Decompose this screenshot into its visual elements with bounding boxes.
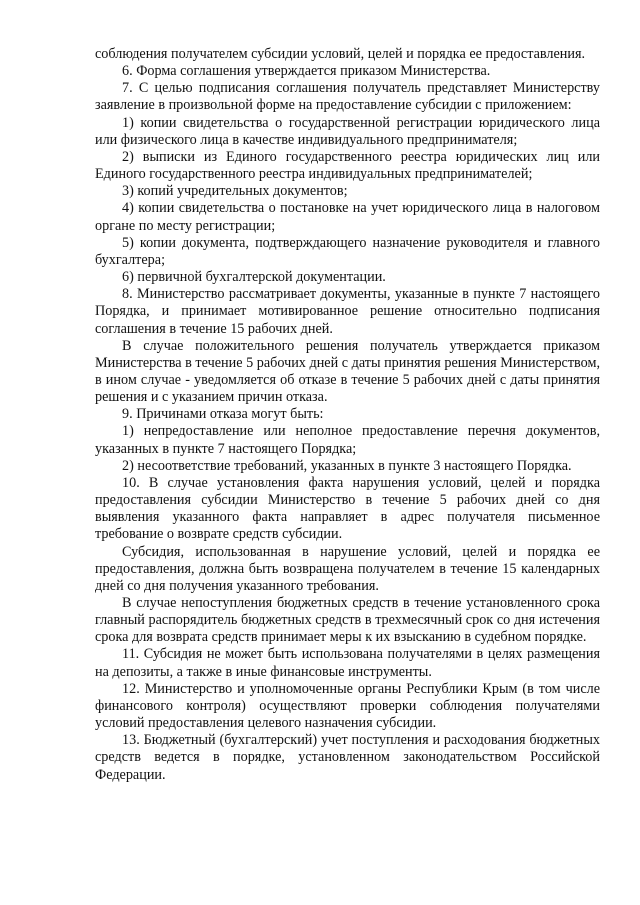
paragraph-7-item-1: 1) копии свидетельства о государственной регистрации юридического лица или физического лица в качестве индивидуального предпринимателя;: [95, 114, 600, 148]
paragraph-7-item-4: 4) копии свидетельства о постановке на учет юридического лица в налоговом органе по месту регистрации;: [95, 200, 600, 234]
paragraph-7: 7. С целью подписания соглашения получатель представляет Министерству заявление в произвольной форме на предоставление субсидии с приложением:: [95, 80, 600, 114]
paragraph-12: 12. Министерство и уполномоченные органы Республики Крым (в том числе финансового контроля) осуществляют проверки соблюдения получателями условий предоставления целевого назначения субсидии.: [95, 680, 600, 732]
paragraph-9-item-1: 1) непредоставление или неполное предоставление перечня документов, указанных в пункте 7 настоящего Порядка;: [95, 423, 600, 457]
paragraph-9: 9. Причинами отказа могут быть:: [122, 406, 324, 423]
paragraph-7-item-5: 5) копии документа, подтверждающего назначение руководителя и главного бухгалтера;: [95, 234, 600, 268]
paragraph-8: 8. Министерство рассматривает документы, указанные в пункте 7 настоящего Порядка, и принимает мотивированное решение относительно подписания соглашения в течение 15 рабочих дней.: [95, 286, 600, 337]
paragraph-11: 11. Субсидия не может быть использована получателями в целях размещения на депозиты, а также в иные финансовые инструменты.: [95, 646, 600, 680]
paragraph-10-recovery: В случае непоступления бюджетных средств в течение установленного срока главный распорядитель бюджетных средств в трехмесячный срок со дня истечения срока для возврата средств принимает меры к их взысканию в судебном порядке.: [95, 595, 600, 646]
paragraph-9-item-2: 2) несоответствие требований, указанных в пункте 3 настоящего Порядка.: [122, 457, 572, 474]
paragraph-6: 6. Форма соглашения утверждается приказом Министерства.: [122, 63, 491, 80]
paragraph-7-item-6: 6) первичной бухгалтерской документации.: [122, 269, 386, 286]
paragraph-7-item-3: 3) копий учредительных документов;: [122, 183, 348, 200]
paragraph-13: 13. Бюджетный (бухгалтерский) учет поступления и расходования бюджетных средств ведется в порядке, установленном законодательством Российской Федерации.: [95, 732, 600, 783]
paragraph-7-item-2: 2) выписки из Единого государственного реестра юридических лиц или Единого государственного реестра индивидуальных предпринимателей;: [95, 148, 600, 183]
paragraph-10: 10. В случае установления факта нарушения условий, целей и порядка предоставления субсидии Министерство в течение 5 рабочих дней со дня выявления указанного факта направляет в адрес получателя письменное требование о возврате средств субсидии.: [95, 474, 600, 543]
paragraph-10-refund: Субсидия, использованная в нарушение условий, целей и порядка ее предоставления, должна быть возвращена получателем в течение 15 календарных дней со дня получения указанного требования.: [95, 543, 600, 594]
paragraph-8-decision: В случае положительного решения получатель утверждается приказом Министерства в течение 5 рабочих дней с даты принятия решения Министерством, в ином случае - уведомляется об отказе в течение 5 рабочих дней с даты принятия решения и с указанием причин отказа.: [95, 337, 600, 406]
paragraph-continuation: соблюдения получателем субсидии условий, целей и порядка ее предоставления.: [95, 46, 586, 62]
